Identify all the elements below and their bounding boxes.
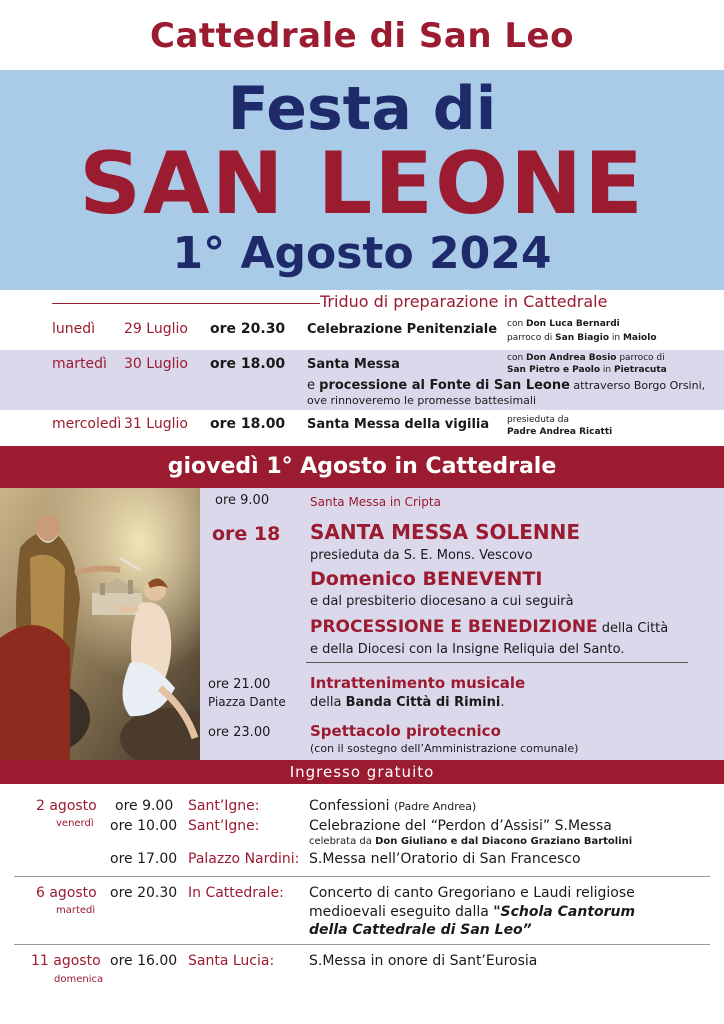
aug6-place: In Cattedrale: xyxy=(188,885,284,901)
saint-painting xyxy=(0,488,200,760)
fireworks-title: Spettacolo pirotecnico xyxy=(310,722,501,740)
aug11-time: ore 16.00 xyxy=(110,953,178,969)
cathedral-heading: Cattedrale di San Leo xyxy=(150,16,574,56)
crypt-mass-time: ore 9.00 xyxy=(215,493,270,508)
aug2-r3-place: Palazzo Nardini: xyxy=(188,851,300,867)
aug2-date: 2 agosto xyxy=(36,798,97,814)
celebrant-note: presieduta da xyxy=(507,415,570,425)
day-label: mercoledì xyxy=(52,416,122,432)
date-label: 31 Luglio xyxy=(124,416,188,432)
event-label: Santa Messa xyxy=(307,357,400,372)
parish-note: San Pietro e Paolo in Pietracuta xyxy=(507,365,667,375)
celebrant-note: con Don Luca Bernardi xyxy=(507,319,620,329)
date-label: 29 Luglio xyxy=(124,321,188,337)
aug6-date: 6 agosto xyxy=(36,885,97,901)
procession-line-2: ove rinnoveremo le promesse battesimali xyxy=(307,394,537,407)
celebrant-note: con Don Andrea Bosio parroco di xyxy=(507,353,665,363)
aug6-event-line2: medioevali eseguito dalla "Schola Cantorum xyxy=(309,904,636,920)
aug6-weekday: martedì xyxy=(56,905,96,916)
panel-divider xyxy=(306,662,688,663)
free-entry-banner: Ingresso gratuito xyxy=(0,760,724,784)
aug2-r2-time: ore 10.00 xyxy=(110,818,178,834)
aug11-weekday: domenica xyxy=(54,974,104,985)
aug2-r2-place: Sant’Igne: xyxy=(188,818,260,834)
solemn-mass-title: SANTA MESSA SOLENNE xyxy=(310,520,581,544)
procession-line: e processione al Fonte di San Leone attraverso Borgo Orsini, xyxy=(307,378,706,393)
time-label: ore 20.30 xyxy=(210,321,286,337)
time-label: ore 18.00 xyxy=(210,416,286,432)
triduo-row-tuesday xyxy=(0,350,724,410)
music-title: Intrattenimento musicale xyxy=(310,674,526,692)
main-day-banner: giovedì 1° Agosto in Cattedrale xyxy=(0,446,724,488)
festival-date: 1° Agosto 2024 xyxy=(172,228,552,279)
time-label: ore 18.00 xyxy=(210,356,286,372)
fireworks-note: (con il sostegno dell’Amministrazione comunale) xyxy=(310,742,579,755)
event-label: Celebrazione Penitenziale xyxy=(307,322,498,337)
date-label: 30 Luglio xyxy=(124,356,188,372)
program-separator xyxy=(14,876,710,877)
fireworks-time: ore 23.00 xyxy=(208,725,271,740)
festa-heading: Festa di xyxy=(227,74,497,144)
music-time: ore 21.00 xyxy=(208,677,271,692)
triduo-row-wednesday xyxy=(0,410,724,446)
aug11-date: 11 agosto xyxy=(31,953,101,969)
aug2-r1-time: ore 9.00 xyxy=(115,798,174,814)
aug6-event-line3: della Cattedrale di San Leo” xyxy=(309,922,532,938)
day-label: lunedì xyxy=(52,321,96,337)
presided-by: presieduta da S. E. Mons. Vescovo xyxy=(310,548,533,563)
saint-name-heading: SAN LEONE xyxy=(79,134,645,234)
aug2-r2-event: Celebrazione del “Perdon d’Assisi” S.Messa xyxy=(309,818,612,834)
music-place: Piazza Dante xyxy=(208,695,286,709)
celebrant-name: Padre Andrea Ricatti xyxy=(507,427,613,437)
saint-painting-illustration xyxy=(0,488,200,760)
triduo-title-text: Triduo di preparazione in Cattedrale xyxy=(320,292,608,311)
aug6-time: ore 20.30 xyxy=(110,885,178,901)
triduo-heading xyxy=(52,292,672,311)
crypt-mass-event: Santa Messa in Cripta xyxy=(310,495,441,509)
aug2-weekday: venerdì xyxy=(56,818,94,829)
procession-line-2: e della Diocesi con la Insigne Reliquia del Santo. xyxy=(310,642,625,657)
aug11-event: S.Messa in onore di Sant’Eurosia xyxy=(309,953,538,969)
program-separator xyxy=(14,944,710,945)
presbiterio-line: e dal presbiterio diocesano a cui seguirà xyxy=(310,594,574,609)
aug2-r2-note: celebrata da Don Giuliano e dal Diacono Graziano Bartolini xyxy=(309,836,633,847)
triduo-row-monday xyxy=(0,314,724,350)
event-label: Santa Messa della vigilia xyxy=(307,417,490,432)
aug2-r1-event: Confessioni (Padre Andrea) xyxy=(309,798,477,814)
aug6-event-line1: Concerto di canto Gregoriano e Laudi religiose xyxy=(309,885,635,901)
aug2-r1-place: Sant’Igne: xyxy=(188,798,260,814)
bishop-name: Domenico BENEVENTI xyxy=(310,568,543,590)
solemn-mass-time: ore 18 xyxy=(212,523,281,545)
parish-note: parroco di San Biagio in Maiolo xyxy=(507,333,657,343)
procession-line: PROCESSIONE E BENEDIZIONE della Città xyxy=(310,617,669,637)
day-label: martedì xyxy=(52,356,107,372)
aug2-r3-event: S.Messa nell’Oratorio di San Francesco xyxy=(309,851,581,867)
music-band-line: della Banda Città di Rimini. xyxy=(310,695,505,710)
aug11-place: Santa Lucia: xyxy=(188,953,275,969)
aug2-r3-time: ore 17.00 xyxy=(110,851,178,867)
heading-rule xyxy=(52,292,320,304)
